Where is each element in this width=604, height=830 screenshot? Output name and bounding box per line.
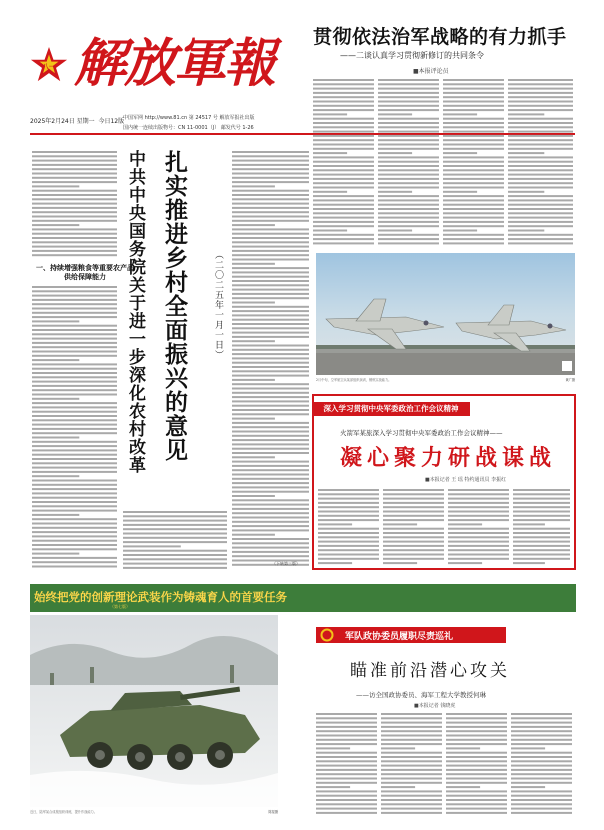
banner-title: 始终把党的创新理论武装作为铸魂育人的首要任务: [34, 590, 287, 604]
feature-body: [448, 488, 510, 566]
document-headline-main: 扎实推进乡村全面振兴的意见: [161, 150, 187, 462]
feature-body: [513, 488, 571, 566]
lead-article-subtitle: ——二谈认真学习贯彻新修订的共同条令: [340, 51, 484, 60]
lead-article-body: [508, 78, 574, 248]
fighter-jets-photo: [316, 253, 575, 375]
feature-byline: ■本报记者 王 瑶 特约通讯员 李振红: [425, 477, 507, 483]
cppcc-body: [316, 712, 378, 817]
cppcc-tab-text: 军队政协委员履职尽责巡礼: [345, 632, 454, 642]
document-date: （二〇二五年一月一日）: [213, 250, 223, 360]
emblem-icon: [320, 628, 334, 642]
cppcc-subtitle: ——访全国政协委员、海军工程大学教授何琳: [356, 691, 486, 699]
cppcc-title: 瞄准前沿潜心攻关: [350, 661, 510, 681]
document-body: [32, 150, 118, 260]
feature-body: [318, 488, 380, 566]
newspaper-masthead: 解放軍報: [74, 33, 275, 94]
army-star-emblem: [30, 46, 68, 84]
lead-article-body: [313, 78, 375, 248]
continue-note: （下转第三版）: [272, 561, 300, 566]
section-heading: 一、持续增强粮食等重要农产品供给保障能力: [36, 264, 134, 281]
document-body: [232, 150, 310, 570]
cppcc-byline: ■本报记者 钱晓虎: [414, 703, 456, 709]
cppcc-body: [511, 712, 573, 817]
armored-vehicle-photo: [30, 615, 278, 807]
lead-article-body: [443, 78, 505, 248]
publication-info: 中国军网 http://www.81.cn 第 24517 号 解放军报社出版: [123, 115, 255, 121]
cppcc-body: [381, 712, 443, 817]
column-tab: 深入学习贯彻中央军委政治工作会议精神: [312, 402, 470, 416]
feature-title: 凝心聚力研战谋战: [340, 445, 557, 471]
svg-text:八一: 八一: [42, 62, 56, 71]
document-headline-issuer: 中共中央国务院关于进一步深化农村改革: [125, 150, 145, 474]
document-body: [32, 285, 118, 570]
jets-photo-caption: 2月中旬，空军航空兵某部组织演训，锤炼实战能力。 黄广摄: [316, 378, 575, 382]
vehicle-photo-caption: 近日，陆军某合成旅组织训练，提升作战能力。 陈星摄: [30, 810, 278, 814]
date-line: 2025年2月24日 星期一 今日12版: [30, 118, 125, 125]
feature-kicker: 火箭军某旅深入学习贯彻中央军委政治工作会议精神——: [340, 429, 503, 437]
publication-number: 国内统一连续出版物号：CN 11-0001（J） 邮发代号 1-26: [123, 125, 254, 131]
feature-body: [383, 488, 445, 566]
lead-article-title: 贯彻依法治军战略的有力抓手: [313, 26, 567, 48]
corner-label: [562, 361, 572, 371]
document-body: [123, 510, 228, 570]
lead-article-byline: ■本报评论员: [413, 68, 449, 75]
banner-subtitle: （第七版）: [110, 604, 130, 609]
cppcc-body: [446, 712, 508, 817]
lead-article-body: [378, 78, 440, 248]
